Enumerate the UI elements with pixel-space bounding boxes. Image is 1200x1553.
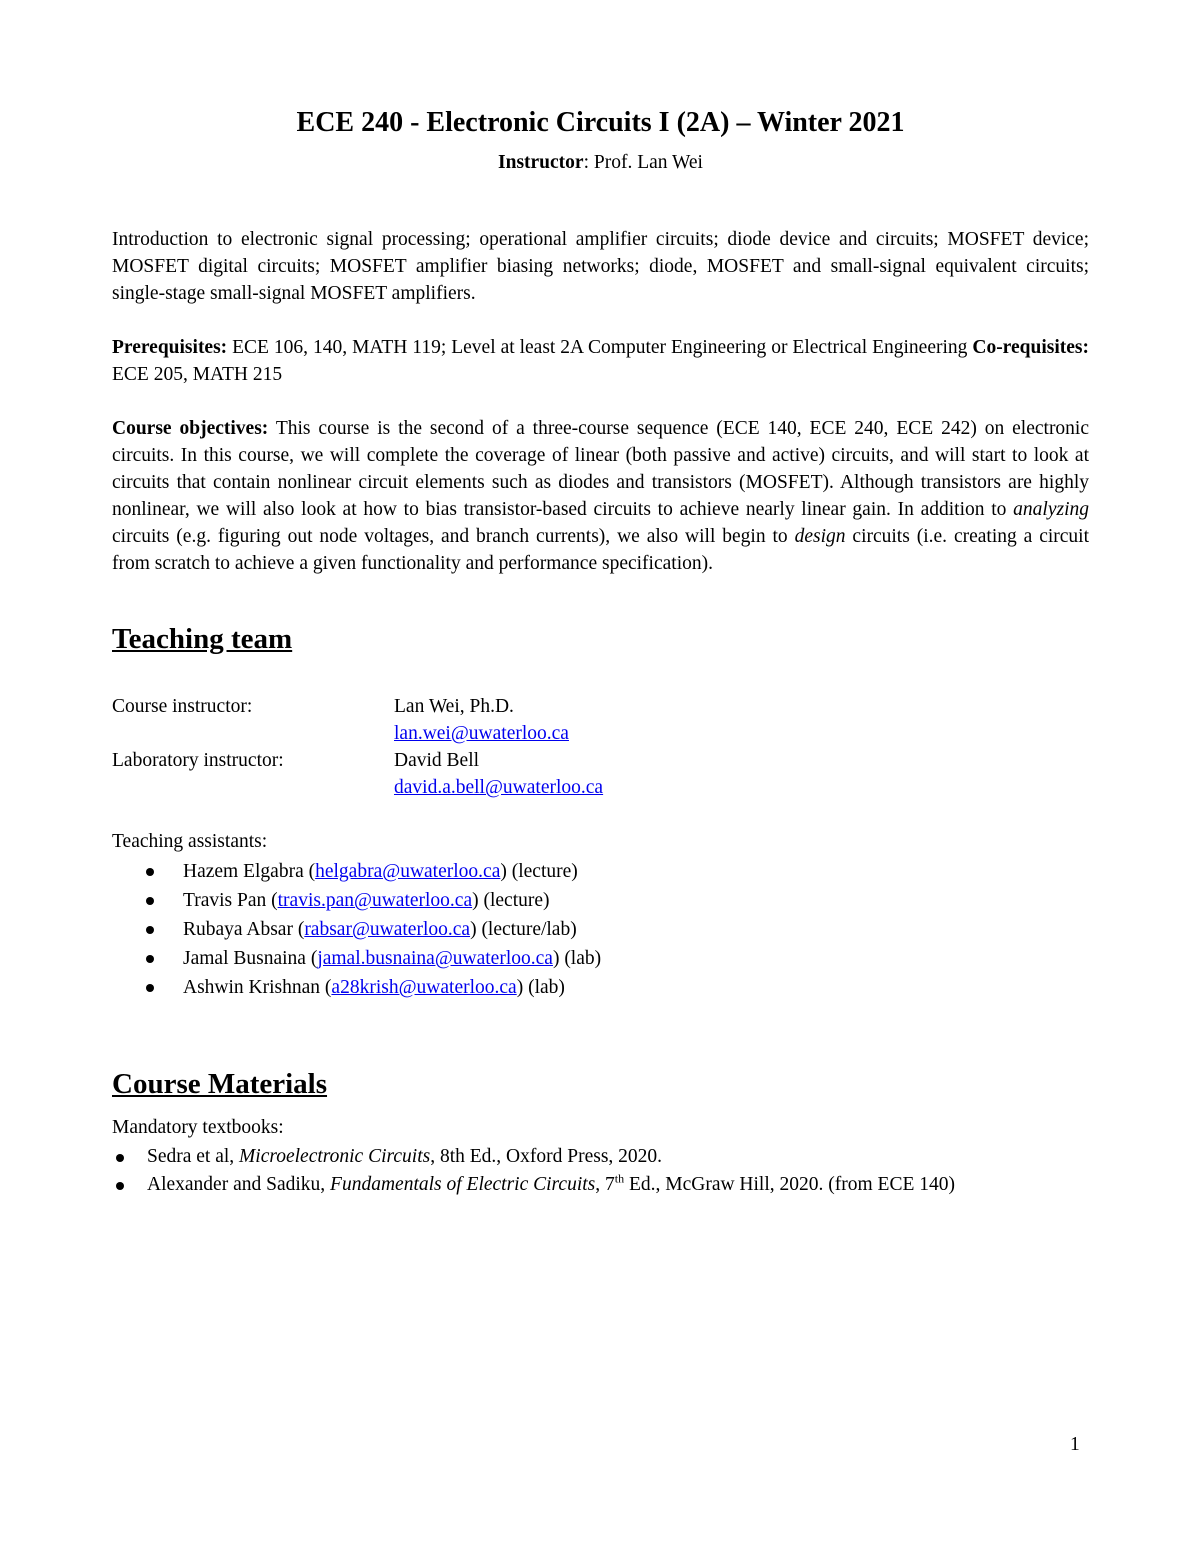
- objectives-emphasis-design: design: [794, 526, 846, 547]
- list-item: Jamal Busnaina (jamal.busnaina@uwaterloo.ca) (lab): [112, 944, 1089, 973]
- bullet-icon: [146, 984, 154, 992]
- prerequisites-paragraph: [112, 334, 1089, 388]
- objectives-text-1: This course is the second of a three-course sequence (ECE 140, ECE 240, ECE 242) on electronic circuits. In this course, we will complete the coverage of linear (both passive and active) circuits, and will start to look at circuits that contain nonlinear circuit elements such as diodes and transistors (MOSFET). Although transistors are highly nonlinear, we will also look at how to bias transistor-based circuits to achieve nearly linear gain. In addition to: [112, 418, 1090, 520]
- teaching-assistants-list: [112, 857, 1089, 1002]
- objectives-text-3: circuits (i.e. creating a circuit from scratch to achieve a given functionality and performance specification).: [112, 526, 1090, 574]
- lab-instructor-email-link[interactable]: david.a.bell@uwaterloo.ca: [394, 777, 604, 798]
- lab-instructor-name: David Bell: [394, 750, 480, 771]
- ta-role: (lab): [528, 977, 565, 998]
- bullet-icon: [146, 955, 154, 963]
- list-item: Ashwin Krishnan (a28krish@uwaterloo.ca) (lab): [112, 973, 1089, 1002]
- book-details: , 8th Ed., Oxford Press, 2020.: [430, 1146, 663, 1167]
- book-edition: , 7: [595, 1174, 615, 1195]
- ta-name: Hazem Elgabra: [183, 861, 304, 882]
- book-title: Fundamentals of Electric Circuits: [330, 1174, 596, 1195]
- course-instructor-name: Lan Wei, Ph.D.: [394, 696, 514, 717]
- mandatory-textbooks-heading: Mandatory textbooks:: [112, 1117, 284, 1138]
- list-item: [112, 1143, 1089, 1171]
- course-instructor-email-row: [112, 720, 1089, 747]
- book-authors: Alexander and Sadiku,: [147, 1174, 331, 1195]
- ta-email-link[interactable]: jamal.busnaina@uwaterloo.ca: [317, 948, 553, 969]
- course-instructor-label: Course instructor:: [112, 696, 253, 717]
- ta-name: Rubaya Absar: [183, 919, 293, 940]
- course-instructor-row: [112, 693, 1089, 720]
- bullet-icon: [146, 868, 154, 876]
- bullet-icon: [146, 926, 154, 934]
- instructor-line: [112, 149, 1089, 176]
- prerequisites-text: ECE 106, 140, MATH 119; Level at least 2A Computer Engineering or Electrical Engineering: [227, 337, 973, 358]
- lab-instructor-email-row: [112, 774, 1089, 801]
- document-page: [112, 100, 1089, 1199]
- ta-role: (lecture): [483, 890, 550, 911]
- teaching-team-table: [112, 693, 1089, 801]
- objectives-label: Course objectives:: [112, 418, 269, 439]
- lab-instructor-row: [112, 747, 1089, 774]
- page-number: 1: [1070, 1434, 1080, 1455]
- list-item: [112, 1171, 1089, 1199]
- prerequisites-label: Prerequisites:: [112, 337, 228, 358]
- bullet-icon: [146, 897, 154, 905]
- teaching-assistants-heading: Teaching assistants:: [112, 831, 268, 852]
- course-title: ECE 240 - Electronic Circuits I (2A) – Winter 2021: [296, 107, 905, 138]
- ta-role: (lecture): [511, 861, 578, 882]
- list-item: Rubaya Absar (rabsar@uwaterloo.ca) (lecture/lab): [112, 915, 1089, 944]
- ta-name: Travis Pan: [183, 890, 267, 911]
- corequisites-text: ECE 205, MATH 215: [112, 364, 283, 385]
- textbooks-list: [112, 1143, 1089, 1199]
- book-details: Ed., McGraw Hill, 2020. (from ECE 140): [624, 1174, 955, 1195]
- ta-email-link[interactable]: travis.pan@uwaterloo.ca: [277, 890, 473, 911]
- objectives-emphasis-analyzing: analyzing: [1013, 499, 1089, 520]
- objectives-text-2: circuits (e.g. figuring out node voltages, and branch currents), we also will begin to: [112, 526, 795, 547]
- ta-email-link[interactable]: helgabra@uwaterloo.ca: [315, 861, 501, 882]
- course-instructor-email-link[interactable]: lan.wei@uwaterloo.ca: [394, 723, 569, 744]
- course-description: Introduction to electronic signal processing; operational amplifier circuits; diode device and circuits; MOSFET device; MOSFET digital circuits; MOSFET amplifier biasing networks; diode, MOSFET and small-signal equivalent circuits; single-stage small-signal MOSFET amplifiers.: [112, 229, 1089, 304]
- bullet-icon: [116, 1154, 124, 1162]
- ta-role: (lecture/lab): [481, 919, 577, 940]
- teaching-team-heading: Teaching team: [112, 623, 293, 655]
- course-materials-heading: Course Materials: [112, 1068, 328, 1100]
- list-item: Hazem Elgabra (helgabra@uwaterloo.ca) (lecture): [112, 857, 1089, 886]
- ta-email-link[interactable]: rabsar@uwaterloo.ca: [304, 919, 471, 940]
- list-item: Travis Pan (travis.pan@uwaterloo.ca) (lecture): [112, 886, 1089, 915]
- ta-role: (lab): [564, 948, 602, 969]
- instructor-value: : Prof. Lan Wei: [583, 152, 703, 173]
- book-title: Microelectronic Circuits: [239, 1146, 431, 1167]
- bullet-icon: [116, 1182, 124, 1190]
- instructor-label: Instructor: [498, 152, 584, 173]
- corequisites-label: Co-requisites:: [972, 337, 1089, 358]
- book-edition-suffix: th: [614, 1171, 625, 1186]
- ta-name: Ashwin Krishnan: [183, 977, 321, 998]
- lab-instructor-label: Laboratory instructor:: [112, 750, 284, 771]
- book-authors: Sedra et al,: [147, 1146, 240, 1167]
- ta-email-link[interactable]: a28krish@uwaterloo.ca: [331, 977, 517, 998]
- objectives-paragraph: [112, 415, 1089, 577]
- ta-name: Jamal Busnaina: [183, 948, 306, 969]
